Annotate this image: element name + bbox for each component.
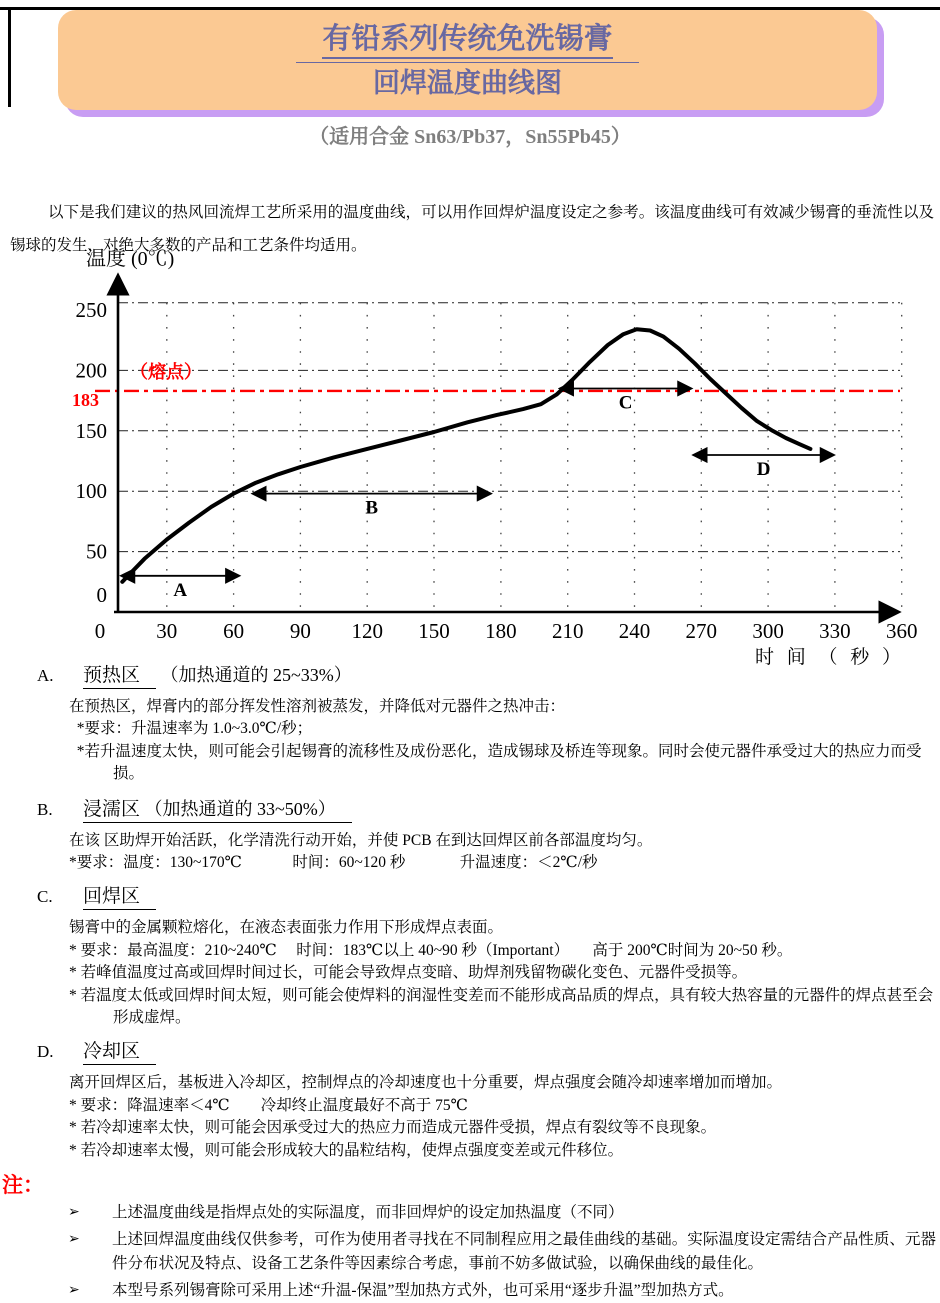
svg-text:250: 250 bbox=[75, 298, 107, 322]
svg-text:0: 0 bbox=[96, 583, 107, 607]
arrow-bullet-icon: ➢ bbox=[68, 1232, 80, 1248]
section-heading-suffix: （加热通道的 25~33%） bbox=[156, 665, 352, 685]
svg-text:120: 120 bbox=[351, 619, 383, 643]
note-item bbox=[68, 1201, 936, 1225]
svg-text:150: 150 bbox=[75, 418, 107, 443]
header-box bbox=[58, 10, 877, 110]
svg-text:温度 (0℃): 温度 (0℃) bbox=[86, 248, 175, 270]
svg-text:270: 270 bbox=[685, 619, 718, 643]
section-d bbox=[0, 1039, 936, 1162]
section-body-line: * 若冷却速率太快，则可能会因承受过大的热应力而造成元器件受损，焊点有裂纹等不良现象。 bbox=[69, 1119, 717, 1137]
svg-text:B: B bbox=[365, 497, 379, 519]
section-body-line: 在该 区助焊开始活跃，化学清洗行动开始，并使 PCB 在到达回焊区前各部温度均匀。 bbox=[69, 831, 653, 849]
note-text: 本型号系列锡膏除可采用上述“升温-保温”型加热方式外，也可采用“逐步升温”型加热方式。 bbox=[112, 1282, 734, 1300]
section-body-line: *要求：升温速率为 1.0~3.0℃/秒； bbox=[69, 720, 313, 738]
svg-text:0: 0 bbox=[94, 619, 106, 643]
arrow-bullet-icon: ➢ bbox=[68, 1283, 80, 1299]
section-heading-suffix: （加热通道的 33~50%） bbox=[140, 798, 336, 819]
section-body-line: * 若温度太低或回焊时间太短，则可能会使焊料的润湿性变差而不能形成高品质的焊点，具有较大热容量的元器件的焊点甚至会形成虚焊。 bbox=[69, 986, 934, 1027]
section-body-line: * 要求：降温速率＜4℃ 冷却终止温度最好不高于 75℃ bbox=[69, 1096, 468, 1114]
notes-block bbox=[0, 1172, 936, 1303]
section-body-line: * 若冷却速率太慢，则可能会形成较大的晶粒结构，使焊点强度变差或元件移位。 bbox=[69, 1141, 624, 1159]
section-letter: D. bbox=[37, 1042, 54, 1062]
svg-text:240: 240 bbox=[618, 619, 651, 643]
svg-text:183: 183 bbox=[72, 389, 99, 410]
svg-text:时 间 （ 秒 ）: 时 间 （ 秒 ） bbox=[754, 647, 905, 668]
svg-text:C: C bbox=[618, 392, 633, 414]
svg-text:180: 180 bbox=[485, 619, 517, 643]
section-letter: C. bbox=[37, 887, 53, 907]
svg-text:30: 30 bbox=[156, 619, 178, 643]
svg-text:D: D bbox=[756, 459, 771, 480]
section-letter: B. bbox=[37, 799, 53, 819]
svg-text:90: 90 bbox=[289, 619, 311, 643]
note-text: 上述温度曲线是指焊点处的实际温度，而非回焊炉的设定加热温度（不同） bbox=[112, 1204, 624, 1222]
section-heading-row bbox=[0, 662, 936, 689]
svg-text:A: A bbox=[173, 579, 188, 601]
note-text: 上述回焊温度曲线仅供参考，可作为使用者寻找在不同制程应用之最佳曲线的基础。实际温度设定需结合产品性质、元器件分布状况及特点、设备工艺条件等因素综合考虑，事前不妨多做试验，以确保曲线的最佳化。 bbox=[112, 1231, 936, 1273]
title-line2: 回焊温度曲线图 bbox=[373, 68, 562, 98]
title-bold-part: 有铅 bbox=[322, 23, 381, 55]
section-heading: 预热区 bbox=[83, 665, 156, 689]
section-body-line: 在预热区，焊膏内的部分挥发性溶剂被蒸发，并降低对元器件之热冲击： bbox=[69, 698, 566, 715]
reflow-temperature-chart bbox=[0, 245, 940, 670]
svg-text:（熔点）: （熔点） bbox=[130, 361, 202, 382]
notes-label: 注： bbox=[2, 1173, 44, 1198]
svg-text:50: 50 bbox=[86, 539, 107, 564]
section-c bbox=[0, 884, 936, 1029]
section-heading: 回焊区 bbox=[83, 886, 156, 910]
section-heading-row bbox=[0, 884, 936, 910]
note-item bbox=[68, 1279, 936, 1303]
intro-paragraph: 以下是我们建议的热风回流焊工艺所采用的温度曲线，可以用作回焊炉温度设定之参考。该温度曲线可有效减少锡膏的垂流性以及锡球的发生，对绝大多数的产品和工艺条件均适用。 bbox=[10, 204, 934, 254]
sections-container bbox=[0, 652, 936, 1303]
section-body-line: *若升温速度太快，则可能会引起锡膏的流移性及成份恶化，造成锡球及桥连等现象。同时会使元器件承受过大的热应力而受损。 bbox=[69, 742, 922, 783]
section-a bbox=[0, 662, 936, 786]
section-body-line: *要求：温度：130~170℃ 时间：60~120 秒 升温速度：＜2℃/秒 bbox=[69, 854, 598, 872]
svg-text:300: 300 bbox=[752, 619, 784, 643]
section-b bbox=[0, 796, 936, 875]
page-left-border bbox=[8, 7, 11, 107]
section-body-line: 离开回焊区后，基板进入冷却区，控制焊点的冷却速度也十分重要，焊点强度会随冷却速率增加而增加。 bbox=[69, 1074, 783, 1092]
section-letter: A. bbox=[37, 666, 54, 685]
svg-text:200: 200 bbox=[75, 358, 107, 383]
svg-text:150: 150 bbox=[418, 619, 450, 643]
section-heading: 浸濡区 bbox=[83, 798, 141, 820]
arrow-bullet-icon: ➢ bbox=[68, 1205, 80, 1221]
section-heading: 冷却区 bbox=[83, 1041, 156, 1065]
svg-text:100: 100 bbox=[75, 479, 107, 504]
title-rest-part: 系列传统免洗锡膏 bbox=[380, 23, 613, 55]
section-body-line: 锡膏中的金属颗粒熔化，在液态表面张力作用下形成焊点表面。 bbox=[69, 919, 504, 937]
section-heading-row bbox=[0, 796, 936, 823]
svg-text:330: 330 bbox=[819, 619, 851, 643]
section-body-line: * 要求：最高温度：210~240℃ 时间：183℃以上 40~90 秒（Important） 高于 200℃时间为 20~50 秒。 bbox=[69, 941, 793, 959]
note-item bbox=[68, 1228, 936, 1276]
section-heading-row bbox=[0, 1039, 936, 1065]
section-body-line: * 若峰值温度过高或回焊时间过长，可能会导致焊点变暗、助焊剂残留物碳化变色、元器件受损等。 bbox=[69, 964, 748, 982]
subtitle: （适用合金 Sn63/Pb37，Sn55Pb45） bbox=[309, 126, 631, 148]
svg-text:210: 210 bbox=[551, 619, 584, 643]
svg-text:360: 360 bbox=[885, 619, 918, 643]
page-title bbox=[58, 22, 877, 63]
svg-text:60: 60 bbox=[223, 619, 245, 643]
title-line1 bbox=[296, 22, 638, 63]
